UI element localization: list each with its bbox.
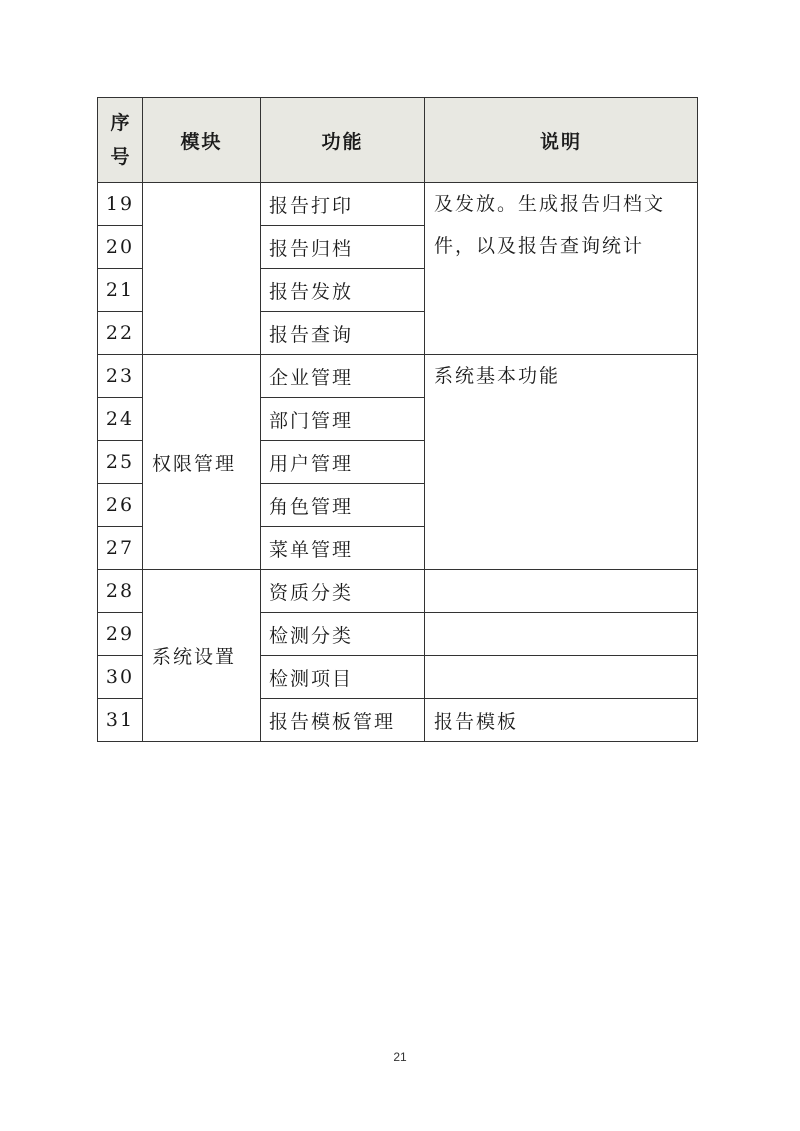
row-number: 30 bbox=[98, 656, 143, 699]
page-number: 21 bbox=[393, 1050, 407, 1064]
function-cell: 资质分类 bbox=[261, 570, 425, 613]
row-number: 26 bbox=[98, 484, 143, 527]
function-cell: 角色管理 bbox=[261, 484, 425, 527]
function-cell: 报告模板管理 bbox=[261, 699, 425, 742]
header-description: 说明 bbox=[425, 98, 698, 183]
function-cell: 报告打印 bbox=[261, 183, 425, 226]
description-cell-empty bbox=[425, 570, 698, 613]
description-cell-empty bbox=[425, 613, 698, 656]
header-serial-line1: 序 bbox=[110, 112, 130, 134]
header-module: 模块 bbox=[143, 98, 261, 183]
table-row bbox=[98, 570, 698, 613]
row-number: 22 bbox=[98, 312, 143, 355]
function-cell: 用户管理 bbox=[261, 441, 425, 484]
module-cell-report bbox=[143, 183, 261, 355]
row-number: 28 bbox=[98, 570, 143, 613]
row-number: 29 bbox=[98, 613, 143, 656]
description-cell-report: 及发放。生成报告归档文件，以及报告查询统计 bbox=[425, 183, 698, 355]
description-cell-basic: 系统基本功能 bbox=[425, 355, 698, 570]
module-cell-permission: 权限管理 bbox=[143, 355, 261, 570]
function-cell: 企业管理 bbox=[261, 355, 425, 398]
description-cell-empty bbox=[425, 656, 698, 699]
function-cell: 菜单管理 bbox=[261, 527, 425, 570]
row-number: 25 bbox=[98, 441, 143, 484]
header-serial-number bbox=[98, 98, 143, 183]
row-number: 21 bbox=[98, 269, 143, 312]
row-number: 24 bbox=[98, 398, 143, 441]
function-cell: 检测分类 bbox=[261, 613, 425, 656]
description-cell-template: 报告模板 bbox=[425, 699, 698, 742]
table-row bbox=[98, 183, 698, 226]
row-number: 20 bbox=[98, 226, 143, 269]
row-number: 23 bbox=[98, 355, 143, 398]
header-serial-line2: 号 bbox=[110, 146, 130, 168]
module-cell-system: 系统设置 bbox=[143, 570, 261, 742]
row-number: 19 bbox=[98, 183, 143, 226]
function-table bbox=[97, 97, 698, 742]
function-cell: 报告发放 bbox=[261, 269, 425, 312]
function-cell: 部门管理 bbox=[261, 398, 425, 441]
table-header-row bbox=[98, 98, 698, 183]
table-row bbox=[98, 355, 698, 398]
function-cell: 报告归档 bbox=[261, 226, 425, 269]
header-function: 功能 bbox=[261, 98, 425, 183]
function-cell: 报告查询 bbox=[261, 312, 425, 355]
row-number: 31 bbox=[98, 699, 143, 742]
row-number: 27 bbox=[98, 527, 143, 570]
function-cell: 检测项目 bbox=[261, 656, 425, 699]
